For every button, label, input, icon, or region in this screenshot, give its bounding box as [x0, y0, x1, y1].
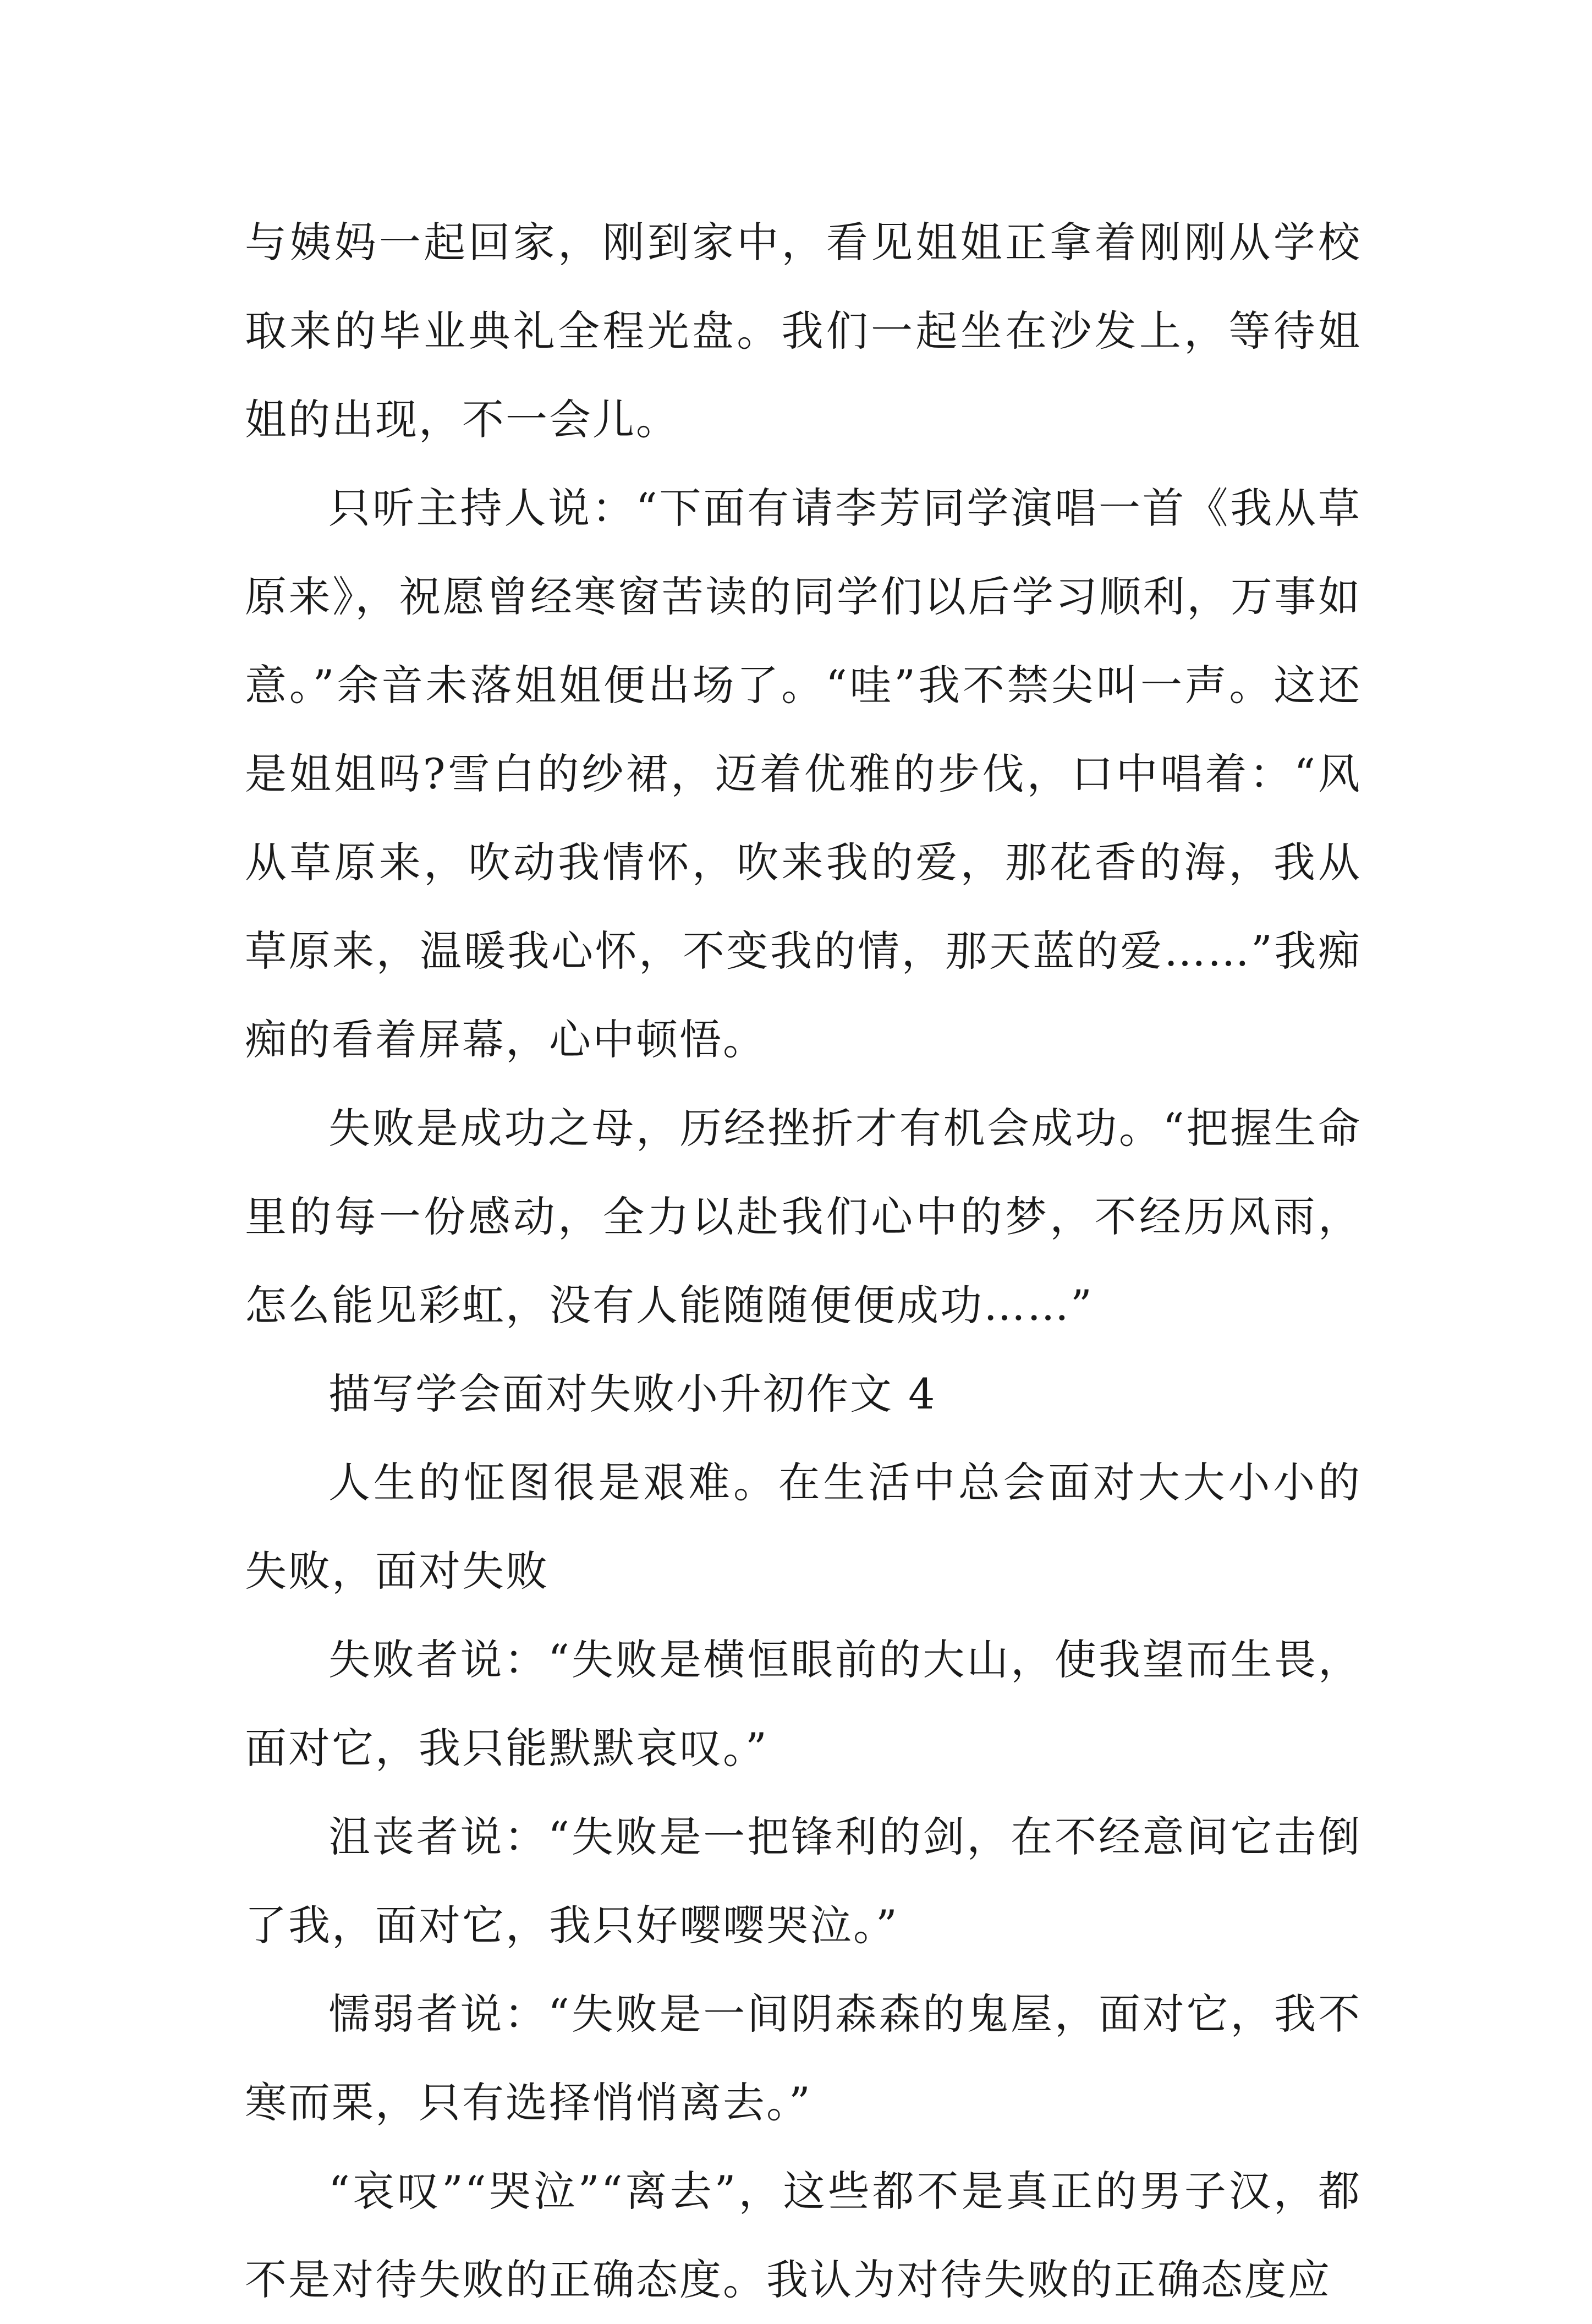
- paragraph-7: 沮丧者说：“失败是一把锋利的剑，在不经意间它击倒了我，面对它，我只好嘤嘤哭泣。”: [245, 1812, 1362, 1950]
- section-heading: 描写学会面对失败小升初作文 4: [328, 1369, 937, 1418]
- paragraph-2: 只听主持人说：“下面有请李芳同学演唱一首《我从草原来》，祝愿曾经寒窗苦读的同学们以后学习顺利，万事如意。”余音未落姐姐便出场了。“哇”我不禁尖叫一声。这还是姐姐吗?雪白的纱裙，迈着优雅的步伐，口中唱着：“风从草原来，吹动我情怀，吹来我的爱，那花香的海，我从草原来，温暖我心怀，不变我的情，那天蓝的爱……”我痴痴的看着屏幕，心中顿悟。: [245, 484, 1362, 1064]
- paragraph-8: 懦弱者说：“失败是一间阴森森的鬼屋，面对它，我不寒而栗，只有选择悄悄离去。”: [245, 1989, 1362, 2127]
- paragraph-6: 失败者说：“失败是横恒眼前的大山，使我望而生畏，面对它，我只能默默哀叹。”: [245, 1635, 1362, 1773]
- paragraph-3: 失败是成功之母，历经挫折才有机会成功。“把握生命里的每一份感动，全力以赴我们心中的梦，不经历风雨，怎么能见彩虹，没有人能随随便便成功……”: [245, 1104, 1362, 1330]
- paragraph-1: 与姨妈一起回家，刚到家中，看见姐姐正拿着刚刚从学校取来的毕业典礼全程光盘。我们一起坐在沙发上，等待姐姐的出现，不一会儿。: [245, 218, 1362, 444]
- paragraph-5: 人生的怔图很是艰难。在生活中总会面对大大小小的失败，面对失败: [245, 1458, 1362, 1596]
- paragraph-9: “哀叹”“哭泣”“离去”，这些都不是真正的男子汉，都不是对待失败的正确态度。我认为对待失败的正确态度应: [245, 2167, 1362, 2304]
- article-body: [245, 198, 1362, 2324]
